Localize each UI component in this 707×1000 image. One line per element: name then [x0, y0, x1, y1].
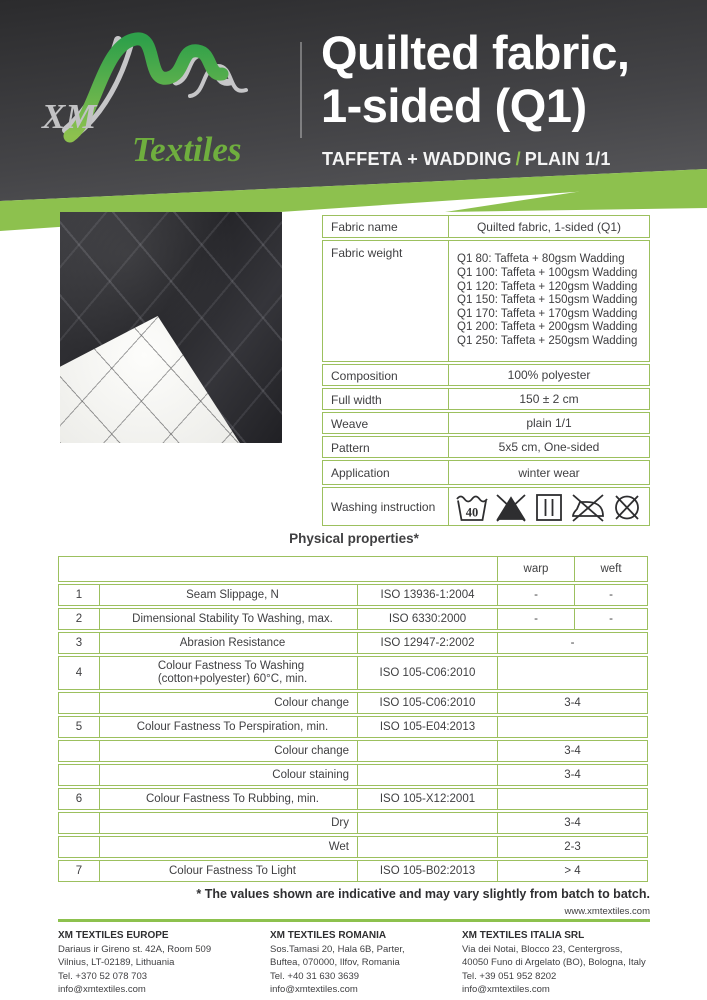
pattern-value: 5x5 cm, One-sided: [448, 437, 649, 457]
weight-line: Q1 250: Taffeta + 250gsm Wadding: [457, 334, 638, 347]
weight-line: Q1 150: Taffeta + 150gsm Wadding: [457, 294, 638, 307]
result-value: 3-4: [497, 765, 647, 785]
pattern-label: Pattern: [331, 440, 370, 455]
footer-offices: [58, 929, 668, 997]
row-number: [59, 741, 99, 761]
fabric-weight-label: Fabric weight: [331, 246, 403, 260]
website-link[interactable]: www.xmtextiles.com: [564, 906, 650, 917]
do-not-bleach-icon: [493, 491, 529, 523]
weft-value: -: [574, 609, 647, 629]
office-address-line: Vilnius, LT-02189, Lithuania: [58, 957, 175, 968]
table-header-row: [58, 556, 648, 582]
weight-line: Q1 100: Taffeta + 100gsm Wadding: [457, 267, 638, 280]
fabric-name-label: Fabric name: [331, 220, 398, 234]
composition-value: 100% polyester: [448, 365, 649, 385]
title-line2: 1-sided (Q1): [321, 79, 587, 132]
page-title: [321, 26, 630, 132]
fabric-photo: [60, 212, 282, 443]
full-width-label: Full width: [331, 392, 382, 407]
wash-40-icon: [454, 491, 490, 523]
application-row: [322, 460, 650, 485]
property-row-1: [58, 584, 648, 606]
office-europe: [58, 929, 270, 997]
office-address-line: Via dei Notai, Blocco 23, Centergross,: [462, 943, 623, 955]
row-number: 6: [75, 793, 83, 805]
property-name: Colour Fastness To Light: [99, 861, 357, 881]
fabric-name-value: Quilted fabric, 1-sided (Q1): [448, 216, 649, 237]
full-width-value: 150 ± 2 cm: [448, 389, 649, 409]
row-number: 1: [75, 589, 83, 601]
drip-dry-icon: [532, 491, 566, 523]
result-value: [497, 789, 647, 809]
subtitle-slash: /: [515, 149, 521, 169]
row-number: 3: [75, 637, 83, 649]
office-address-line: Buftea, 070000, Ilfov, Romania: [270, 957, 400, 968]
property-subrow-dry: [58, 812, 648, 834]
iso-standard: [357, 837, 497, 857]
weight-line: Q1 120: Taffeta + 120gsm Wadding: [457, 280, 638, 293]
property-subrow-colour-change: [58, 692, 648, 714]
row-number: 5: [75, 721, 83, 733]
svg-text:40: 40: [465, 505, 479, 519]
weight-line: Q1 200: Taffeta + 200gsm Wadding: [457, 321, 638, 334]
result-value: [497, 717, 647, 737]
property-name: Wet: [99, 837, 357, 857]
row-number: [59, 693, 99, 713]
office-address-line: 40050 Funo di Argelato (BO), Bologna, Italy: [462, 957, 646, 968]
logo-xm-text: XM: [42, 97, 97, 136]
property-subrow-colour-staining: [58, 764, 648, 786]
blank-header-cell: [59, 557, 497, 581]
weight-line: Q1 80: Taffeta + 80gsm Wadding: [457, 253, 625, 266]
result-value: 3-4: [497, 741, 647, 761]
subtitle-main: TAFFETA + WADDING: [322, 149, 512, 169]
property-name: Dry: [99, 813, 357, 833]
iso-standard: ISO 12947-2:2002: [357, 633, 497, 653]
warp-value: -: [497, 585, 574, 605]
result-value: [497, 657, 647, 689]
property-row-4: [58, 656, 648, 690]
property-name: Colour change: [99, 693, 357, 713]
property-name: Seam Slippage, N: [99, 585, 357, 605]
title-line1: Quilted fabric,: [321, 26, 630, 79]
office-name: XM TEXTILES ITALIA SRL: [462, 930, 585, 941]
iso-standard: ISO 105-B02:2013: [357, 861, 497, 881]
iso-standard: ISO 105-C06:2010: [357, 693, 497, 713]
property-name-line1: Colour Fastness To Washing: [157, 659, 305, 672]
result-value: 3-4: [497, 813, 647, 833]
footnote: * The values shown are indicative and may vary slightly from batch to batch.: [196, 887, 650, 901]
washing-instruction-value: [448, 488, 649, 525]
weft-value: -: [574, 585, 647, 605]
footer-rule: [58, 919, 650, 922]
page-subtitle: [322, 149, 611, 170]
property-row-6: [58, 788, 648, 810]
iso-standard: [357, 813, 497, 833]
physical-properties-table: [58, 556, 648, 884]
property-name: Colour change: [99, 741, 357, 761]
row-number: 7: [75, 865, 83, 877]
property-row-2: [58, 608, 648, 630]
property-name: Colour staining: [99, 765, 357, 785]
office-email: info@xmtextiles.com: [462, 984, 550, 995]
office-phone: Tel. +370 52 078 703: [58, 970, 148, 982]
result-value: 2-3: [497, 837, 647, 857]
row-number: [59, 813, 99, 833]
pattern-row: [322, 436, 650, 458]
application-value: winter wear: [448, 461, 649, 484]
property-row-7: [58, 860, 648, 882]
weft-column-header: weft: [574, 557, 647, 581]
row-number: 2: [75, 613, 83, 625]
fabric-weight-value: [448, 241, 649, 361]
weave-value: plain 1/1: [448, 413, 649, 433]
care-symbols: [449, 491, 649, 523]
washing-instruction-row: [322, 487, 650, 526]
row-number: [59, 837, 99, 857]
do-not-iron-icon: [569, 491, 607, 523]
composition-label: Composition: [331, 368, 398, 383]
logo-textiles-text: Textiles: [132, 130, 242, 166]
office-phone: Tel. +40 31 630 3639: [270, 970, 360, 982]
result-value: > 4: [497, 861, 647, 881]
iso-standard: ISO 105-X12:2001: [357, 789, 497, 809]
washing-instruction-label: Washing instruction: [331, 500, 436, 514]
property-name: Abrasion Resistance: [99, 633, 357, 653]
office-email: info@xmtextiles.com: [270, 984, 358, 995]
header-divider: [300, 42, 302, 138]
physical-properties-title: Physical properties*: [289, 531, 419, 546]
property-subrow-colour-change: [58, 740, 648, 762]
property-name: Dimensional Stability To Washing, max.: [99, 609, 357, 629]
weave-label: Weave: [331, 416, 369, 431]
iso-standard: ISO 105-C06:2010: [357, 657, 497, 689]
warp-column-header: warp: [497, 557, 574, 581]
property-name: [99, 657, 357, 689]
warp-value: -: [497, 609, 574, 629]
property-row-3: [58, 632, 648, 654]
full-width-row: [322, 388, 650, 410]
result-value: 3-4: [497, 693, 647, 713]
subtitle-tail: PLAIN 1/1: [524, 149, 611, 169]
weight-line: Q1 170: Taffeta + 170gsm Wadding: [457, 307, 638, 320]
composition-row: [322, 364, 650, 386]
property-row-5: [58, 716, 648, 738]
office-address-line: Sos.Tamasi 20, Hala 6B, Parter,: [270, 943, 405, 955]
fabric-name-row: [322, 215, 650, 238]
iso-standard: [357, 765, 497, 785]
xm-textiles-logo: [40, 24, 298, 166]
iso-standard: [357, 741, 497, 761]
office-romania: [270, 929, 462, 997]
fabric-info-table: [322, 215, 650, 528]
property-subrow-wet: [58, 836, 648, 858]
office-name: XM TEXTILES EUROPE: [58, 930, 169, 941]
row-number: 4: [75, 667, 83, 679]
office-italia: [462, 929, 668, 997]
do-not-dry-clean-icon: [610, 491, 644, 523]
fabric-weight-row: [322, 240, 650, 362]
application-label: Application: [331, 466, 390, 480]
property-name: Colour Fastness To Perspiration, min.: [99, 717, 357, 737]
property-name: Colour Fastness To Rubbing, min.: [99, 789, 357, 809]
office-email: info@xmtextiles.com: [58, 984, 146, 995]
office-name: XM TEXTILES ROMANIA: [270, 930, 387, 941]
iso-standard: ISO 6330:2000: [357, 609, 497, 629]
iso-standard: ISO 105-E04:2013: [357, 717, 497, 737]
weave-row: [322, 412, 650, 434]
office-address-line: Dariaus ir Gireno st. 42A, Room 509: [58, 943, 212, 955]
office-phone: Tel. +39 051 952 8202: [462, 970, 557, 982]
property-name-line2: (cotton+polyester) 60°C, min.: [157, 673, 308, 685]
wadding-corner: [60, 212, 282, 443]
row-number: [59, 765, 99, 785]
iso-standard: ISO 13936-1:2004: [357, 585, 497, 605]
result-value: -: [497, 633, 647, 653]
